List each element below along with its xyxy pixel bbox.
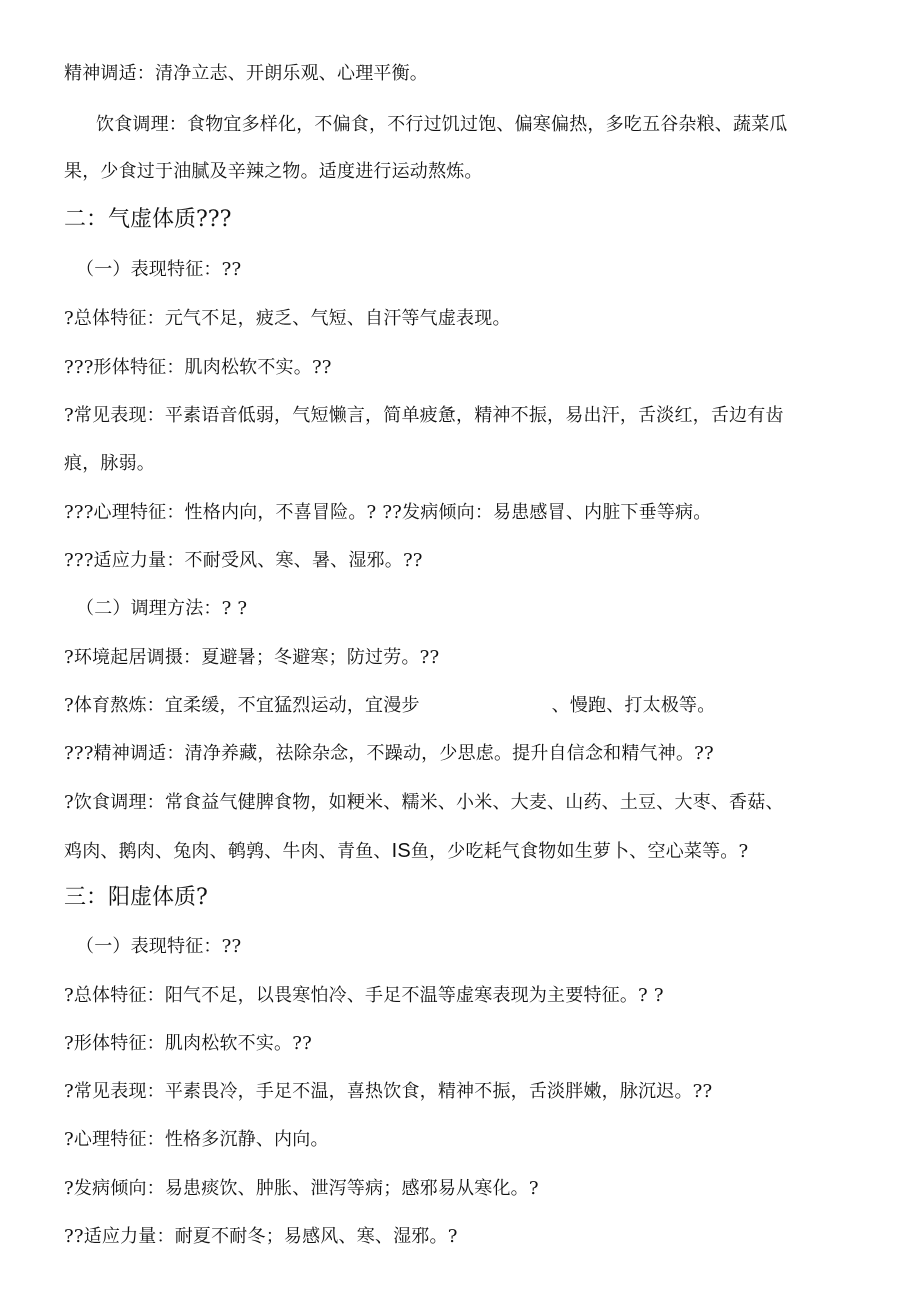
paragraph-line: 饮食调理：食物宜多样化，不偏食，不行过饥过饱、偏寒偏热，多吃五谷杂粮、蔬菜瓜 bbox=[96, 114, 788, 135]
paragraph-line: ?总体特征：元气不足，疲乏、气短、自汗等气虚表现。 bbox=[64, 308, 511, 329]
paragraph-line bbox=[64, 694, 715, 718]
paragraph-line: 精神调适：清净立志、开朗乐观、心理平衡。 bbox=[64, 63, 428, 84]
paragraph-line: ?环境起居调摄：夏避暑；冬避寒；防过劳。?? bbox=[64, 647, 440, 668]
section-heading: 二：气虚体质??? bbox=[64, 207, 232, 232]
paragraph-line: ??适应力量：耐夏不耐冬；易感风、寒、湿邪。? bbox=[64, 1226, 458, 1247]
section-heading: 三：阳虚体质? bbox=[64, 885, 208, 910]
paragraph-line: ?饮食调理：常食益气健脾食物，如粳米、糯米、小米、大麦、山药、土豆、大枣、香菇、 bbox=[64, 792, 784, 813]
line-text: ?体育熬炼：宜柔缓，不宜猛烈运动，宜漫步 bbox=[64, 695, 420, 716]
paragraph-line: ???形体特征：肌肉松软不实。?? bbox=[64, 357, 332, 378]
paragraph-line: ?心理特征：性格多沉静、内向。 bbox=[64, 1129, 329, 1150]
line-text: 鱼，少吃耗气食物如生萝卜、空心菜等。? bbox=[410, 841, 749, 862]
paragraph-line: ?总体特征：阳气不足，以畏寒怕冷、手足不温等虚寒表现为主要特征。? ? bbox=[64, 985, 664, 1006]
subsection-heading: （一）表现特征：?? bbox=[76, 259, 242, 280]
paragraph-line: 果，少食过于油腻及辛辣之物。适度进行运动熬炼。 bbox=[64, 161, 483, 182]
paragraph-line: ???心理特征：性格内向，不喜冒险。? ??发病倾向：易患感冒、内脏下垂等病。 bbox=[64, 502, 712, 523]
paragraph-line: ?常见表现：平素语音低弱，气短懒言，简单疲惫，精神不振，易出汗，舌淡红，舌边有齿 bbox=[64, 405, 784, 426]
line-text: 、慢跑、打太极等。 bbox=[551, 695, 716, 716]
paragraph-line: ?形体特征：肌肉松软不实。?? bbox=[64, 1033, 312, 1054]
paragraph-line: ???适应力量：不耐受风、寒、暑、湿邪。?? bbox=[64, 550, 423, 571]
paragraph-line bbox=[64, 839, 748, 864]
paragraph-line: ?常见表现：平素畏冷，手足不温，喜热饮食，精神不振，舌淡胖嫩，脉沉迟。?? bbox=[64, 1081, 713, 1102]
paragraph-line: 痕，脉弱。 bbox=[64, 453, 155, 474]
line-text: 鸡肉、鹅肉、兔肉、鹌鹑、牛肉、青鱼、 bbox=[64, 841, 392, 862]
paragraph-line: ???精神调适：清净养藏，祛除杂念，不躁动，少思虑。提升自信念和精气神。?? bbox=[64, 743, 714, 764]
latin-fragment: IS bbox=[391, 840, 411, 862]
subsection-heading: （二）调理方法：? ? bbox=[76, 598, 248, 619]
paragraph-line: ?发病倾向：易患痰饮、肿胀、泄泻等病；感邪易从寒化。? bbox=[64, 1178, 539, 1199]
subsection-heading: （一）表现特征：?? bbox=[76, 936, 242, 957]
